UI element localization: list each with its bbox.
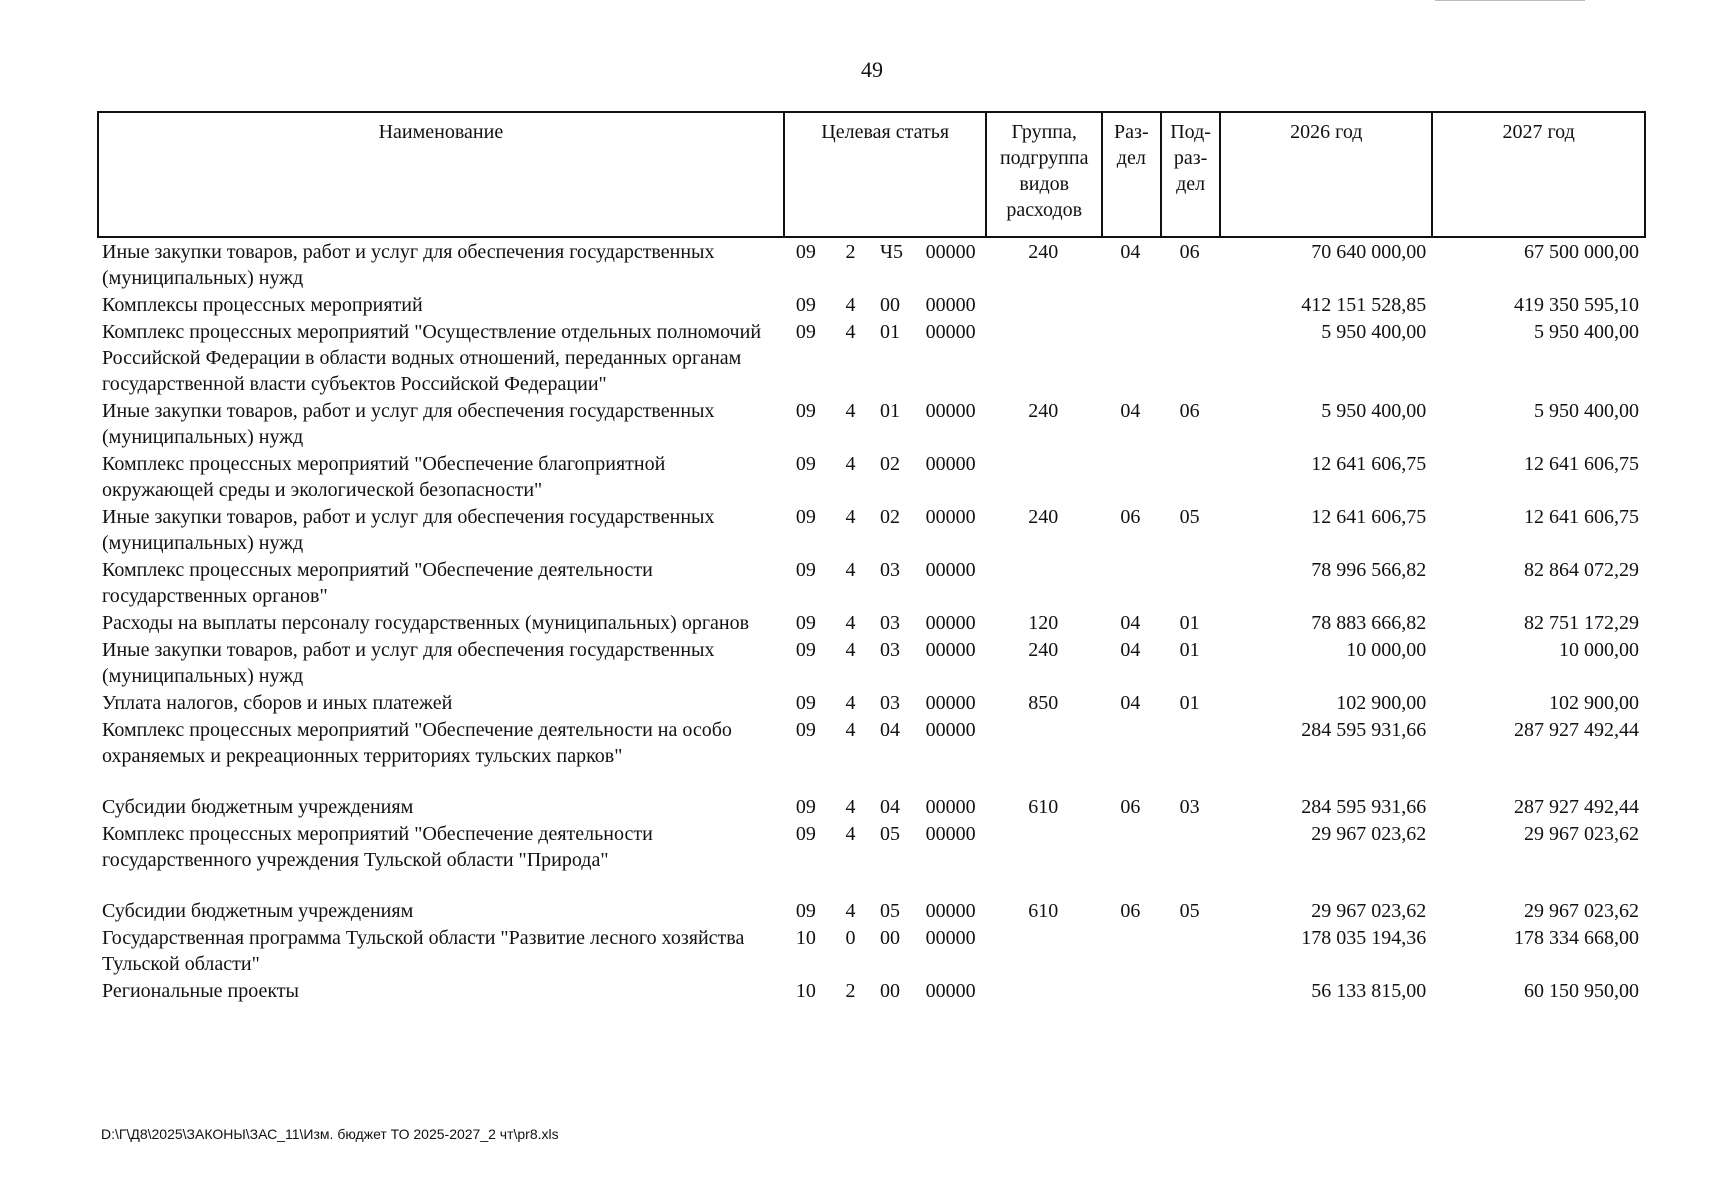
target-code-direction: 00000 (925, 321, 976, 343)
target-code-type: 4 (845, 321, 856, 343)
podrazdel (1161, 291, 1221, 318)
target-code-type: 4 (845, 559, 856, 581)
table-row (98, 689, 1645, 716)
amount-2026: 70 640 000,00 (1311, 241, 1427, 263)
amount-2026: 102 900,00 (1336, 692, 1427, 714)
podrazdel (1161, 318, 1221, 397)
table-row (98, 636, 1645, 689)
table-row (98, 897, 1645, 924)
podrazdel (1161, 556, 1221, 609)
row-name: Региональные проекты (102, 980, 299, 1002)
header-razdel: Раз- дел (1102, 112, 1161, 237)
podrazdel: 01 (1179, 612, 1200, 634)
target-code-direction: 00000 (925, 612, 976, 634)
row-name: Расходы на выплаты персоналу государственных (муниципальных) органов (102, 612, 750, 634)
razdel (1102, 924, 1161, 977)
target-code-direction: 00000 (925, 796, 976, 818)
target-code-program: 09 (795, 612, 816, 634)
target-code-type: 4 (845, 639, 856, 661)
target-code-item: 03 (880, 639, 900, 661)
target-code-direction: 00000 (925, 639, 976, 661)
expense-group: 240 (1028, 241, 1059, 263)
target-code-item: 03 (880, 559, 900, 581)
amount-2027: 67 500 000,00 (1524, 241, 1639, 263)
podrazdel: 06 (1179, 241, 1200, 263)
amount-2026: 10 000,00 (1346, 639, 1427, 661)
target-code-type: 4 (845, 612, 856, 634)
amount-2026: 284 595 931,66 (1301, 796, 1427, 818)
target-code-item: 01 (880, 321, 900, 343)
table-row (98, 397, 1645, 450)
target-code-type: 4 (845, 400, 856, 422)
amount-2026: 78 996 566,82 (1311, 559, 1427, 581)
header-name: Наименование (98, 112, 784, 237)
target-code-direction: 00000 (925, 506, 976, 528)
target-code-program: 09 (795, 823, 816, 845)
table-row (98, 237, 1645, 291)
target-code-type: 2 (845, 980, 856, 1002)
target-code-direction: 00000 (925, 823, 976, 845)
expense-group: 850 (1028, 692, 1059, 714)
razdel (1102, 450, 1161, 503)
target-code-type: 4 (845, 692, 856, 714)
table-row (98, 609, 1645, 636)
target-code-item: 01 (880, 400, 900, 422)
target-code-program: 09 (795, 241, 816, 263)
page-number: 49 (861, 57, 883, 82)
razdel (1102, 820, 1161, 897)
amount-2026: 412 151 528,85 (1301, 294, 1427, 316)
target-code-direction: 00000 (925, 900, 976, 922)
amount-2026: 5 950 400,00 (1321, 321, 1427, 343)
razdel: 06 (1120, 796, 1141, 818)
target-code-type: 4 (845, 719, 856, 741)
target-code-direction: 00000 (925, 927, 976, 949)
table-row (98, 291, 1645, 318)
razdel: 06 (1120, 900, 1141, 922)
table-row (98, 450, 1645, 503)
row-name: Субсидии бюджетным учреждениям (102, 900, 414, 922)
table-row (98, 716, 1645, 793)
target-code-direction: 00000 (925, 294, 976, 316)
amount-2026: 78 883 666,82 (1311, 612, 1427, 634)
amount-2027: 12 641 606,75 (1524, 453, 1639, 475)
target-code-item: 05 (880, 823, 900, 845)
amount-2027: 12 641 606,75 (1524, 506, 1639, 528)
target-code-program: 09 (795, 900, 816, 922)
target-code-type: 4 (845, 506, 856, 528)
podrazdel (1161, 820, 1221, 897)
target-code-type: 4 (845, 900, 856, 922)
header-year-2027: 2027 год (1432, 112, 1645, 237)
target-code-item: 00 (880, 294, 900, 316)
header-target-article: Целевая статья (784, 112, 987, 237)
podrazdel (1161, 450, 1221, 503)
razdel (1102, 556, 1161, 609)
expense-group (986, 924, 1101, 977)
header-expense-group: Группа, подгруппа видов расходов (986, 112, 1101, 237)
target-code-type: 4 (845, 453, 856, 475)
razdel: 04 (1120, 241, 1141, 263)
target-code-item: 03 (880, 692, 900, 714)
razdel: 04 (1120, 400, 1141, 422)
target-code-direction: 00000 (925, 980, 976, 1002)
expense-group (986, 820, 1101, 897)
target-code-item: 04 (880, 719, 900, 741)
row-name: Комплекс процессных мероприятий "Осуществление отдельных полномочий Российской Федерации в области водных отношений, переданных органам государственной власти субъектов Российской Федерации" (102, 321, 762, 395)
amount-2027: 29 967 023,62 (1524, 900, 1639, 922)
file-path-footer: D:\Г\Д8\2025\ЗАКОНЫ\ЗАС_11\Изм. бюджет ТО 2025-2027_2 чт\pr8.xls (101, 1126, 559, 1142)
row-name: Иные закупки товаров, работ и услуг для обеспечения государственных (муниципальных) нужд (102, 400, 715, 448)
target-code-program: 09 (795, 559, 816, 581)
row-name: Иные закупки товаров, работ и услуг для обеспечения государственных (муниципальных) нужд (102, 241, 715, 289)
row-name: Комплекс процессных мероприятий "Обеспечение деятельности государственного учреждения Тульской области "Природа" (102, 823, 653, 871)
target-code-program: 10 (795, 980, 816, 1002)
target-code-program: 09 (795, 639, 816, 661)
expense-group: 610 (1028, 796, 1059, 818)
target-code-program: 09 (795, 400, 816, 422)
razdel: 04 (1120, 612, 1141, 634)
podrazdel: 05 (1179, 900, 1200, 922)
expense-group (986, 977, 1101, 1004)
target-code-type: 4 (845, 823, 856, 845)
target-code-program: 09 (795, 692, 816, 714)
razdel (1102, 291, 1161, 318)
razdel (1102, 318, 1161, 397)
target-code-program: 09 (795, 719, 816, 741)
target-code-type: 4 (845, 294, 856, 316)
amount-2026: 29 967 023,62 (1311, 823, 1427, 845)
target-code-direction: 00000 (925, 692, 976, 714)
expense-group (986, 291, 1101, 318)
target-code-item: 03 (880, 612, 900, 634)
row-name: Субсидии бюджетным учреждениям (102, 796, 414, 818)
top-rule (1435, 0, 1585, 1)
table-row (98, 977, 1645, 1004)
table-row (98, 924, 1645, 977)
expense-group: 610 (1028, 900, 1059, 922)
podrazdel (1161, 716, 1221, 793)
amount-2026: 12 641 606,75 (1311, 453, 1427, 475)
amount-2027: 102 900,00 (1549, 692, 1639, 714)
podrazdel (1161, 977, 1221, 1004)
expense-group: 240 (1028, 639, 1059, 661)
table-row (98, 503, 1645, 556)
amount-2027: 287 927 492,44 (1514, 796, 1639, 818)
header-year-2026: 2026 год (1220, 112, 1432, 237)
expense-group (986, 450, 1101, 503)
target-code-program: 10 (795, 927, 816, 949)
target-code-type: 0 (845, 927, 856, 949)
podrazdel: 01 (1179, 692, 1200, 714)
amount-2027: 82 751 172,29 (1524, 612, 1639, 634)
amount-2026: 29 967 023,62 (1311, 900, 1427, 922)
table-row (98, 318, 1645, 397)
target-code-program: 09 (795, 294, 816, 316)
row-name: Комплекс процессных мероприятий "Обеспечение благоприятной окружающей среды и экологической безопасности" (102, 453, 666, 501)
expense-group (986, 556, 1101, 609)
table-row (98, 556, 1645, 609)
amount-2026: 284 595 931,66 (1301, 719, 1427, 741)
amount-2027: 82 864 072,29 (1524, 559, 1639, 581)
expense-group (986, 318, 1101, 397)
amount-2027: 5 950 400,00 (1534, 400, 1639, 422)
header-podrazdel: Под- раз- дел (1161, 112, 1221, 237)
target-code-direction: 00000 (925, 559, 976, 581)
target-code-program: 09 (795, 321, 816, 343)
amount-2027: 60 150 950,00 (1524, 980, 1639, 1002)
podrazdel: 05 (1179, 506, 1200, 528)
expense-group: 120 (1028, 612, 1059, 634)
budget-table (97, 111, 1646, 1004)
podrazdel: 01 (1179, 639, 1200, 661)
target-code-item: Ч5 (880, 241, 903, 263)
amount-2027: 287 927 492,44 (1514, 719, 1639, 741)
target-code-item: 02 (880, 506, 900, 528)
target-code-direction: 00000 (925, 400, 976, 422)
row-name: Комплекс процессных мероприятий "Обеспечение деятельности на особо охраняемых и рекреационных территориях тульских парков" (102, 719, 732, 767)
row-name: Иные закупки товаров, работ и услуг для обеспечения государственных (муниципальных) нужд (102, 506, 715, 554)
expense-group: 240 (1028, 506, 1059, 528)
podrazdel: 06 (1179, 400, 1200, 422)
expense-group: 240 (1028, 400, 1059, 422)
amount-2027: 29 967 023,62 (1524, 823, 1639, 845)
table-row (98, 793, 1645, 820)
razdel (1102, 977, 1161, 1004)
table-row (98, 820, 1645, 897)
target-code-direction: 00000 (925, 453, 976, 475)
row-name: Иные закупки товаров, работ и услуг для обеспечения государственных (муниципальных) нужд (102, 639, 715, 687)
table-header-row (98, 112, 1645, 237)
target-code-type: 2 (845, 241, 856, 263)
target-code-item: 05 (880, 900, 900, 922)
target-code-item: 00 (880, 980, 900, 1002)
target-code-item: 02 (880, 453, 900, 475)
amount-2027: 419 350 595,10 (1514, 294, 1639, 316)
row-name: Комплекс процессных мероприятий "Обеспечение деятельности государственных органов" (102, 559, 653, 607)
target-code-direction: 00000 (925, 241, 976, 263)
row-name: Уплата налогов, сборов и иных платежей (102, 692, 453, 714)
amount-2027: 10 000,00 (1559, 639, 1639, 661)
amount-2027: 178 334 668,00 (1514, 927, 1639, 949)
target-code-program: 09 (795, 796, 816, 818)
amount-2027: 5 950 400,00 (1534, 321, 1639, 343)
target-code-program: 09 (795, 506, 816, 528)
razdel: 04 (1120, 639, 1141, 661)
amount-2026: 12 641 606,75 (1311, 506, 1427, 528)
target-code-program: 09 (795, 453, 816, 475)
razdel: 06 (1120, 506, 1141, 528)
amount-2026: 178 035 194,36 (1301, 927, 1427, 949)
expense-group (986, 716, 1101, 793)
amount-2026: 5 950 400,00 (1321, 400, 1427, 422)
row-name: Государственная программа Тульской области "Развитие лесного хозяйства Тульской области" (102, 927, 745, 975)
podrazdel: 03 (1179, 796, 1200, 818)
target-code-direction: 00000 (925, 719, 976, 741)
amount-2026: 56 133 815,00 (1311, 980, 1427, 1002)
podrazdel (1161, 924, 1221, 977)
razdel (1102, 716, 1161, 793)
razdel: 04 (1120, 692, 1141, 714)
target-code-item: 04 (880, 796, 900, 818)
row-name: Комплексы процессных мероприятий (102, 294, 423, 316)
target-code-type: 4 (845, 796, 856, 818)
target-code-item: 00 (880, 927, 900, 949)
